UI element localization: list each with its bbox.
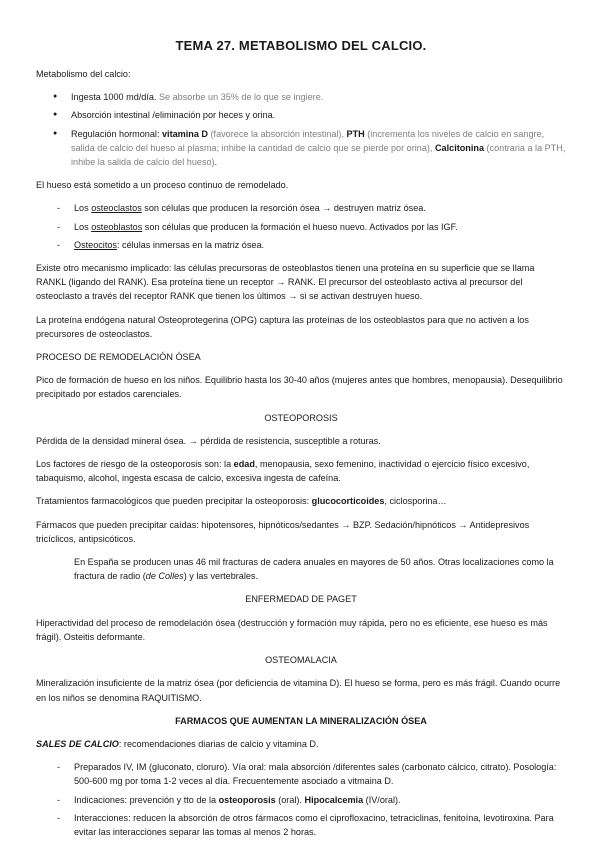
text: ) y las vertebrales. (183, 571, 258, 582)
list-item (36, 201, 566, 215)
osteoporosis-def: Pérdida de la densidad mineral ósea. → pérdida de resistencia, susceptible a roturas. (36, 435, 381, 446)
document-page (36, 38, 566, 848)
osteoporosis-tratamientos (36, 494, 566, 508)
pth-term: PTH (346, 128, 365, 139)
paget-paragraph: Hiperactividad del proceso de remodelación ósea (destrucción y formación muy rápida, pero no es eficiente, ese hueso es más frágil). Osteitis deformante. (36, 617, 548, 642)
period: . (214, 157, 218, 168)
text: , ciclosporina… (384, 496, 447, 507)
list-item (36, 238, 566, 252)
text: son células que producen la resorción ósea → destruyen matriz ósea. (141, 203, 426, 214)
farmacos-list (36, 760, 566, 839)
farmacos-heading: FARMACOS QUE AUMENTAN LA MINERALIZACIÓN ÓSEA (175, 715, 427, 726)
proceso-paragraph: Pico de formación de hueso en los niños. Equilibrio hasta los 30-40 años (mujeres antes que hombres, menopausia). Desequilibrio precipitado por estados carenciales. (36, 375, 563, 400)
page-title: TEMA 27. METABOLISMO DEL CALCIO. (175, 38, 427, 53)
osteoporosis-heading: OSTEOPOROSIS (264, 412, 338, 423)
osteoporosis-term: osteoporosis (218, 794, 276, 805)
remodelado-intro: El hueso está sometido a un proceso continuo de remodelado. (36, 180, 289, 191)
osteomalacia-heading: OSTEOMALACIA (265, 655, 337, 666)
text: En España se producen unas 46 mil fracturas de cadera anuales en mayores de 50 años. Otras localizaciones como la fractura de radio ( (74, 557, 554, 582)
list-item (36, 127, 566, 170)
osteoclastos-term: osteoclastos (91, 203, 142, 214)
colles-term: de Colles (145, 571, 184, 582)
text: : células inmersas en la matriz ósea. (116, 239, 265, 250)
paget-heading: ENFERMEDAD DE PAGET (245, 594, 357, 605)
hipocalcemia-term: Hipocalcemia (304, 794, 364, 805)
list-item (36, 90, 566, 104)
text: Los (74, 221, 92, 232)
proceso-heading: PROCESO DE REMODELACIÓN ÓSEA (36, 352, 201, 363)
list-item (36, 220, 566, 234)
text: Los factores de riesgo de la osteoporosis son: la (36, 459, 234, 470)
osteoporosis-riesgo (36, 457, 566, 485)
metabolismo-list (36, 90, 566, 169)
rankl-paragraph: Existe otro mecanismo implicado: las células precursoras de osteoblastos tienen una proteína en su superficie que se llama RANKL (ligando del RANK). Esa proteína tiene un receptor → RANK. El precursor del osteoblasto activa al precursor del osteoclasto a través del receptor RANK que tienen los últimos → si se activan destruyen hueso. (36, 263, 535, 302)
text: (IV/oral). (363, 794, 401, 805)
text: son células que producen la formación el hueso nuevo. Activados por las IGF. (142, 221, 458, 232)
list-item (36, 793, 566, 807)
absorcion-note: Se absorbe un 35% de lo que se ingiere. (156, 92, 324, 103)
text: : recomendaciones diarias de calcio y vitamina D. (118, 738, 319, 749)
sales-term: SALES DE CALCIO (36, 738, 119, 749)
edad-term: edad (233, 459, 255, 470)
regulacion-label: Regulación hormonal: (71, 128, 162, 139)
glucocorticoides-term: glucocorticoides (311, 496, 385, 507)
list-item: - Preparados IV, IM (gluconato, cloruro). Vía oral: mala absorción /diferentes sales (carbonato cálcico, citrato). Posología: 500-600 mg por toma 1-2 veces al día. Frecuentemente asociado a vitmaina D. (36, 760, 566, 788)
list-item: ● Absorción intestinal /eliminación por heces y orina. (36, 108, 566, 122)
osteoporosis-caidas: Fármacos que pueden precipitar caídas: hipotensores, hipnóticos/sedantes → BZP. Sedación/hipnóticos → Antidepresivos tricíclicos, antipsicóticos. (36, 519, 530, 544)
text: Indicaciones: prevención y tto de la (74, 794, 219, 805)
calcitonina-term: Calcitonina (434, 142, 484, 153)
text: , menopausia, sexo femenino, inactividad o ejercicio físico excesivo, tabaquismo, alcohol, ingesta escasa de calcio, excesiva ingesta de cafeína. (36, 459, 530, 484)
vitamina-d-note: (favorece la absorción intestinal), (208, 128, 347, 139)
vitamina-d-term: vitamina D (162, 128, 208, 139)
osteocitos-term: Osteocitos (74, 239, 117, 250)
remodelado-list (36, 201, 566, 252)
ingesta-text: Ingesta 1000 md/día. (71, 92, 157, 103)
list-item: - Interacciones: reducen la absorción de otros fármacos como el ciprofloxacino, tetraciclinas, fenitoína, levotiroxina. Para evitar las interacciones separar las tomas al menos 2 horas. (36, 811, 566, 839)
osteoporosis-espana (36, 555, 566, 583)
calcitonina-note: (contraria a la PTH, inhibe la salida de calcio del hueso) (71, 142, 566, 168)
sales-paragraph (36, 737, 566, 751)
pth-note: (incrementa los niveles de calcio en sangre, salida de calcio del hueso al plasma; inhibe la cantidad de calcio que se pierde por orina), (71, 128, 545, 153)
metabolismo-heading: Metabolismo del calcio: (36, 69, 131, 79)
text: Los (74, 203, 92, 214)
osteoblastos-term: osteoblastos (91, 221, 143, 232)
text: (oral). (275, 794, 305, 805)
osteomalacia-paragraph: Mineralización insuficiente de la matriz ósea (por deficiencia de vitamina D). El hueso se forma, pero es más frágil. Cuando ocurre en los niños se denomina RAQUITISMO. (36, 678, 561, 703)
opg-paragraph: La proteína endógena natural Osteoprotegerina (OPG) captura las proteínas de los osteoblastos para que no activen a los precursores de osteoclastos. (36, 314, 529, 339)
text: Tratamientos farmacológicos que pueden precipitar la osteoporosis: (36, 496, 312, 507)
